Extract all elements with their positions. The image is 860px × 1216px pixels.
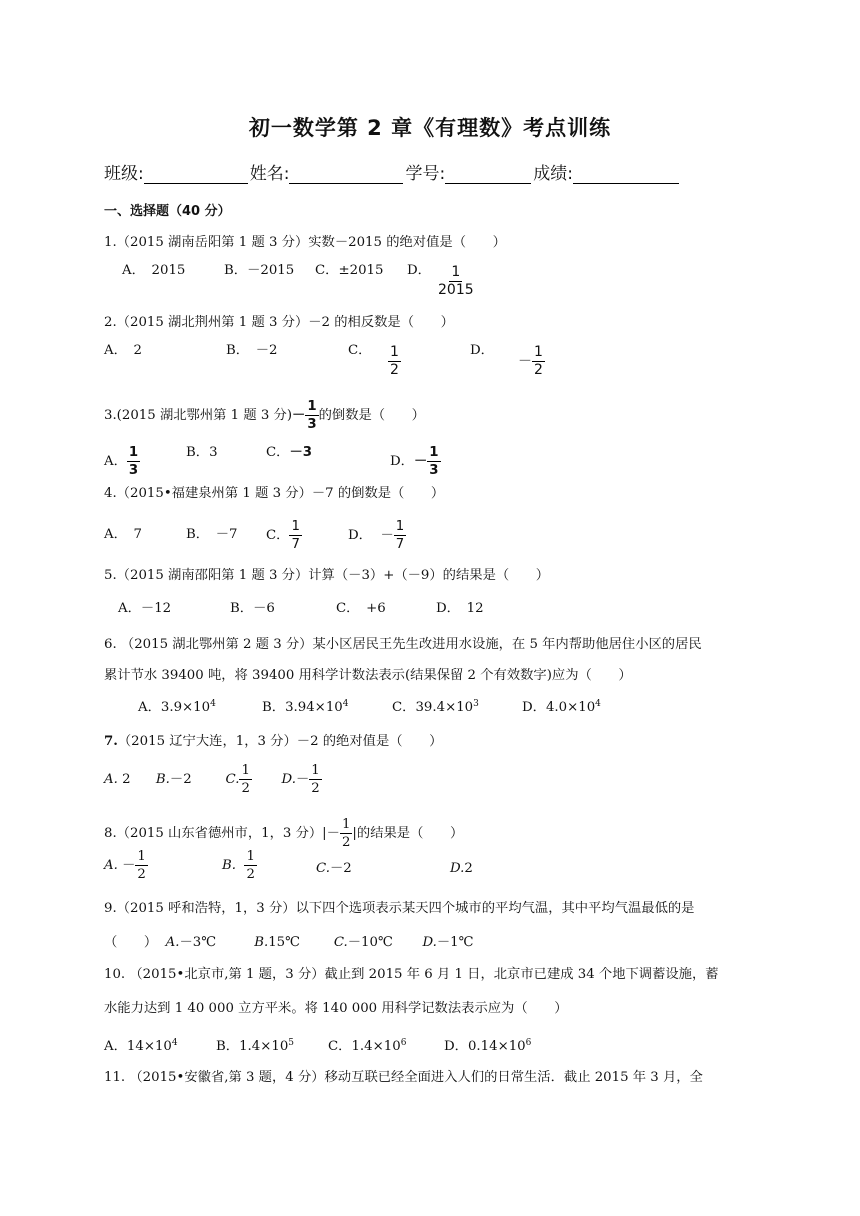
section-heading: 一、选择题（40 分） xyxy=(104,204,231,219)
q2-option-d: D． xyxy=(470,343,494,358)
q1-option-b: B．－2015 xyxy=(224,263,295,278)
page-title: 初一数学第 2 章《有理数》考点训练 xyxy=(248,116,612,140)
q10-option-a: A．$14\times 10^4$ xyxy=(104,1038,178,1054)
student-info-line xyxy=(104,158,681,184)
q5-option-b: B．－6 xyxy=(230,601,275,616)
q4-option-d: D． － $\frac{1}{7}$ xyxy=(348,519,405,552)
q10-option-c: C．$1.4\times 10^6$ xyxy=(328,1038,407,1054)
question-9-line-2: （ ） A.－3℃ B.15℃ C.－10℃ D.－1℃ xyxy=(104,935,474,950)
class-blank[interactable] xyxy=(144,163,248,184)
q7-options: A. 2 B.－2 C. $\frac{1}{2}$ D.－ $\frac{1}{2}$ xyxy=(104,763,320,796)
score-blank[interactable] xyxy=(573,163,679,184)
question-9-line-1: 9.（2015 呼和浩特，1，3 分）以下四个选项表示某天四个城市的平均气温，其中平均气温最低的是 xyxy=(104,901,695,916)
question-7-stem: 7.（2015 辽宁大连，1，3 分）－2 的绝对值是（ ） xyxy=(104,734,443,749)
score-label: 成绩: xyxy=(533,164,573,184)
question-11-line-1: 11. （2015•安徽省,第 3 题，4 分）移动互联已经全面进入人们的日常生活．截止 2015 年 3 月，全 xyxy=(104,1070,703,1085)
q2-option-b: B． －2 xyxy=(226,343,278,358)
q1-option-d: D． xyxy=(407,263,431,278)
q10-option-b: B．$1.4\times 10^5$ xyxy=(216,1038,295,1054)
question-8-stem: 8.（2015 山东省德州市，1，3 分）|－ $\frac{1}{2}$ |的结果是（ ） xyxy=(104,817,464,850)
question-2-stem: 2.（2015 湖北荆州第 1 题 3 分）－2 的相反数是（ ） xyxy=(104,315,454,330)
q6-option-d: D．$4.0\times 10^4$ xyxy=(522,699,601,715)
q2-option-d-fraction: － $\frac{1}{2}$ xyxy=(518,344,543,378)
q5-option-d: D． 12 xyxy=(436,601,484,616)
q2-option-c-fraction: $\frac{1}{2}$ xyxy=(390,344,399,378)
q4-option-b: B． －7 xyxy=(186,527,238,542)
question-10-line-2: 水能力达到 1 40 000 立方平米。将 140 000 用科学记数法表示应为（ ） xyxy=(104,1001,568,1016)
q5-option-c: C． +6 xyxy=(336,601,386,616)
q3-option-a: A． $\frac{1}{3}$ xyxy=(104,445,139,478)
q1-option-c: C．±2015 xyxy=(315,263,384,278)
question-5-stem: 5.（2015 湖南邵阳第 1 题 3 分）计算（－3）+（－9）的结果是（ ） xyxy=(104,568,550,583)
question-4-stem: 4.（2015•福建泉州第 1 题 3 分）－7 的倒数是（ ） xyxy=(104,486,445,501)
id-label: 学号: xyxy=(405,164,446,184)
q1-option-a: A． 2015 xyxy=(122,263,186,278)
question-6-line-1: 6. （2015 湖北鄂州第 2 题 3 分）某小区居民王先生改进用水设施，在 5 年内帮助他居住小区的居民 xyxy=(104,637,702,652)
q3-option-b: B．3 xyxy=(186,445,218,460)
q8-option-c: C.－2 xyxy=(316,861,352,876)
name-blank[interactable] xyxy=(289,163,403,184)
q4-option-a: A． 7 xyxy=(104,527,143,542)
question-10-line-1: 10. （2015•北京市,第 1 题，3 分）截止到 2015 年 6 月 1 日，北京市已建成 34 个地下调蓄设施，蓄 xyxy=(104,967,719,982)
q5-option-a: A．－12 xyxy=(118,601,172,616)
q1-option-d-fraction: $\frac{1}{2015}$ xyxy=(438,264,474,298)
question-3-stem: 3.(2015 湖北鄂州第 1 题 3 分)－ $\frac{1}{3}$ 的倒数是（ ） xyxy=(104,399,425,432)
q6-option-c: C．$39.4\times 10^3$ xyxy=(392,699,479,715)
q8-option-a: A. － $\frac{1}{2}$ xyxy=(104,849,146,882)
q6-option-b: B．$3.94\times 10^4$ xyxy=(262,699,349,715)
q2-option-a: A． 2 xyxy=(104,343,143,358)
q3-option-c: C．－3 xyxy=(266,445,313,460)
question-6-line-2: 累计节水 39400 吨，将 39400 用科学计数法表示(结果保留 2 个有效数字)应为（ ） xyxy=(104,668,632,683)
q8-option-d: D.2 xyxy=(450,861,473,876)
class-label: 班级: xyxy=(104,164,144,184)
id-blank[interactable] xyxy=(445,163,531,184)
q3-option-d: D．－ $\frac{1}{3}$ xyxy=(390,445,439,478)
q6-option-a: A．$3.9\times 10^4$ xyxy=(138,699,216,715)
question-1-stem: 1.（2015 湖南岳阳第 1 题 3 分）实数－2015 的绝对值是（ ） xyxy=(104,235,506,250)
q4-option-c: C． $\frac{1}{7}$ xyxy=(266,519,300,552)
q10-option-d: D．$0.14\times 10^6$ xyxy=(444,1038,532,1054)
name-label: 姓名: xyxy=(249,164,290,184)
q8-option-b: B. $\frac{1}{2}$ xyxy=(222,849,255,882)
q2-option-c: C． xyxy=(348,343,372,358)
